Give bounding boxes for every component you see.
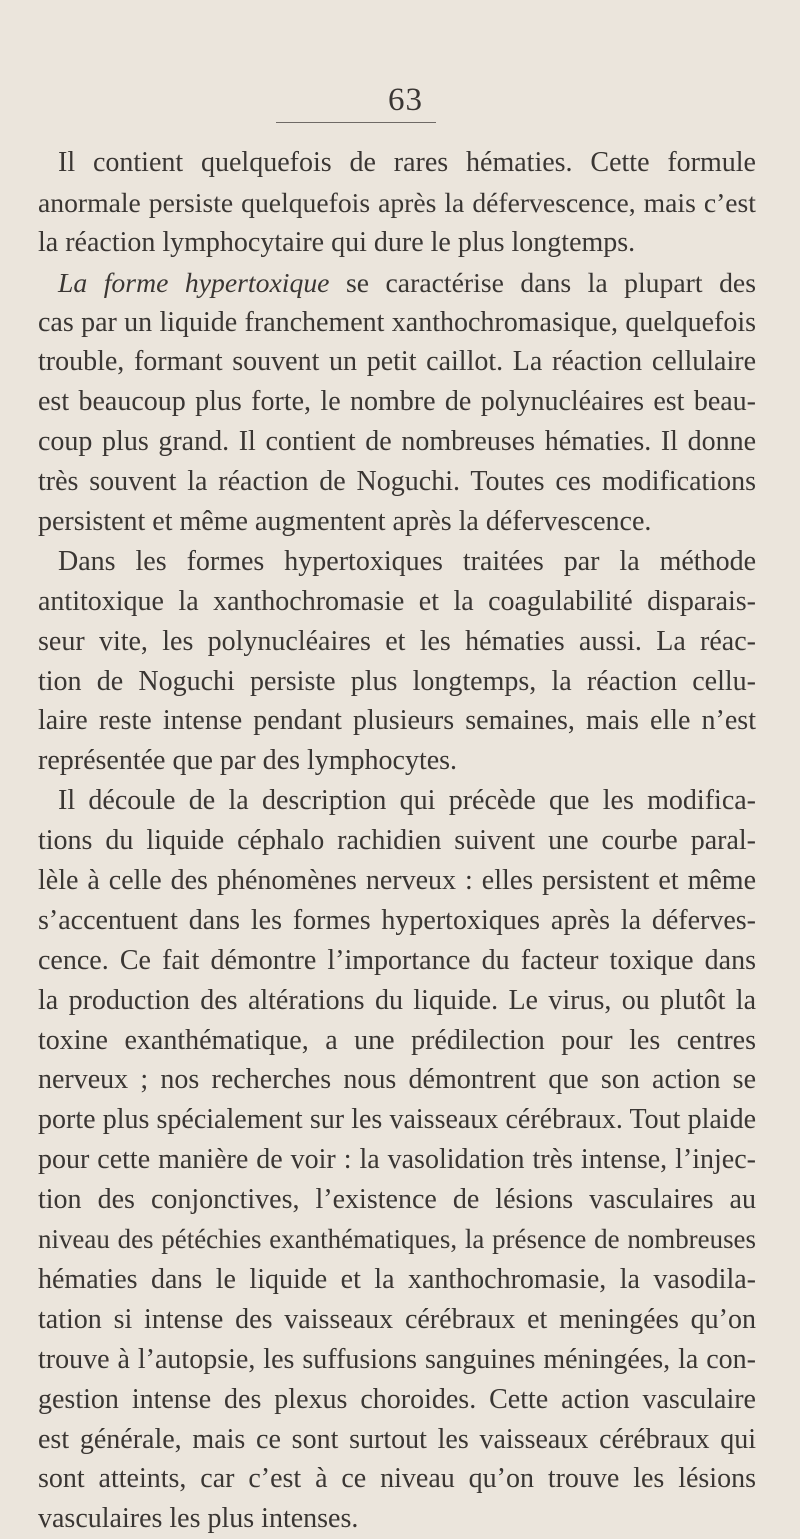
text-line [38,263,756,303]
text-line: porte plus spécialement sur les vaisseaux cérébraux. Tout plaide [38,1104,756,1136]
text-line: est beaucoup plus forte, le nombre de polynucléaires est beau- [38,386,756,418]
text-line: Il découle de la description qui précède que les modifica- [58,785,756,817]
text-line: anormale persiste quelquefois après la défervescence, mais c’est [38,186,756,218]
text-line: la production des altérations du liquide. Le virus, ou plutôt la [38,984,756,1016]
text-line: est générale, mais ce sont surtout les vaisseaux cérébraux qui [38,1423,756,1455]
text-line: sont atteints, car c’est à ce niveau qu’on trouve les lésions [38,1463,756,1495]
page-number: 63 [388,82,423,118]
text-line: laire reste intense pendant plusieurs semaines, mais elle n’est [38,705,756,737]
text-line: nerveux ; nos recherches nous démontrent que son action se [38,1064,756,1096]
body-text [38,143,756,1539]
text-line: coup plus grand. Il contient de nombreuses hématies. Il donne [38,426,756,458]
text-line: gestion intense des plexus choroides. Cette action vasculaire [38,1383,756,1415]
text-line: toxine exanthématique, a une prédilection pour les centres [38,1024,756,1056]
text-line: Dans les formes hypertoxiques traitées par la méthode [58,545,756,577]
text-line: lèle à celle des phénomènes nerveux : elles persistent et même [38,865,756,897]
page-number-rule [276,122,436,123]
text-line: hématies dans le liquide et la xanthochromasie, la vasodila- [38,1263,756,1295]
text-line: s’accentuent dans les formes hypertoxiques après la déferves- [38,904,756,936]
text-line: pour cette manière de voir : la vasolidation très intense, l’injec- [38,1144,756,1176]
text-line: persistent et même augmentent après la défervescence. [38,506,652,538]
text-line: cas par un liquide franchement xanthochromasique, quelquefois [38,306,756,338]
italic-lead: La forme hypertoxique [58,266,330,298]
text-line: cence. Ce fait démontre l’importance du facteur toxique dans [38,944,756,976]
text-line: tions du liquide céphalo rachidien suivent une courbe paral- [38,825,756,857]
text-line: très souvent la réaction de Noguchi. Toutes ces modifications [38,466,756,498]
text-line: tation si intense des vaisseaux cérébraux et meningées qu’on [38,1303,756,1335]
text-line: représentée que par des lymphocytes. [38,745,458,777]
text-line: vasculaires les plus intenses. [38,1503,359,1535]
text-line: seur vite, les polynucléaires et les hématies aussi. La réac- [38,625,756,657]
text-line: antitoxique la xanthochromasie et la coagulabilité disparais- [38,585,756,617]
text-line: trouve à l’autopsie, les suffusions sanguines méningées, la con- [38,1343,756,1375]
text-line: tion des conjonctives, l’existence de lésions vasculaires au [38,1184,756,1216]
text-line: trouble, formant souvent un petit caillot. La réaction cellulaire [38,346,756,378]
text-line: niveau des pétéchies exanthématiques, la présence de nombreuses [38,1224,756,1255]
text-line: Il contient quelquefois de rares hématies. Cette formule [58,147,756,178]
text-line: tion de Noguchi persiste plus longtemps, la réaction cellu- [38,665,756,697]
text-line: la réaction lymphocytaire qui dure le plus longtemps. [38,226,636,258]
text-line-rest: se caractérise dans la plupart des [345,266,756,298]
